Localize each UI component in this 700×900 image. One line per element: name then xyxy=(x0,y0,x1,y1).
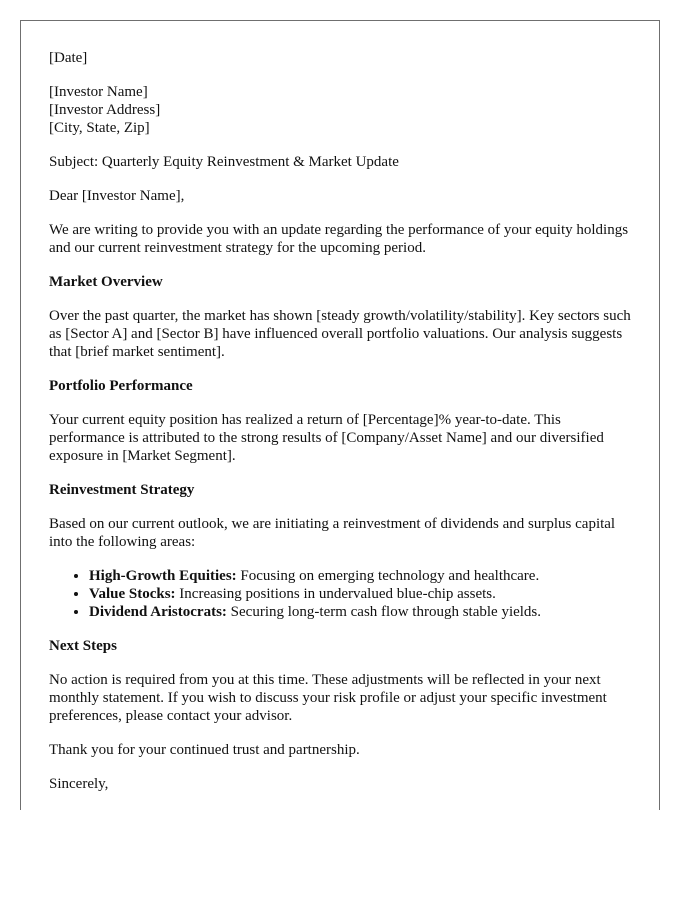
letter-date: [Date] xyxy=(49,50,88,66)
list-item-text: Increasing positions in undervalued blue-chip assets. xyxy=(175,586,496,602)
letter-subject: Subject: Quarterly Equity Reinvestment & Market Update xyxy=(49,154,399,170)
recipient-block xyxy=(49,83,635,137)
recipient-address: [Investor Address] xyxy=(49,102,161,118)
recipient-name: [Investor Name] xyxy=(49,84,148,100)
list-item-label: Value Stocks: xyxy=(89,586,176,602)
letter-intro: We are writing to provide you with an update regarding the performance of your equity holdings and our current reinvestment strategy for the upcoming period. xyxy=(49,222,629,256)
market-overview-body: Over the past quarter, the market has shown [steady growth/volatility/stability]. Key sectors such as [Sector A] and [Sector B] have influenced overall portfolio valuations. Our analysis suggests that [brief market sentiment]. xyxy=(49,308,631,360)
list-item-label: High-Growth Equities: xyxy=(89,568,237,584)
reinvestment-list xyxy=(49,567,635,621)
letter-closing: Sincerely, xyxy=(49,776,109,792)
list-item xyxy=(89,567,635,585)
reinvestment-strategy-body: Based on our current outlook, we are initiating a reinvestment of dividends and surplus capital into the following areas: xyxy=(49,516,616,550)
portfolio-performance-body: Your current equity position has realized a return of [Percentage]% year-to-date. This performance is attributed to the strong results of [Company/Asset Name] and our diversified exposure in [Market Segment]. xyxy=(49,412,604,464)
letter-salutation: Dear [Investor Name], xyxy=(49,188,185,204)
portfolio-performance-heading: Portfolio Performance xyxy=(49,378,193,394)
letter-thanks: Thank you for your continued trust and partnership. xyxy=(49,742,360,758)
next-steps-heading: Next Steps xyxy=(49,638,117,654)
list-item xyxy=(89,603,635,621)
list-item-text: Securing long-term cash flow through stable yields. xyxy=(226,604,542,620)
list-item-text: Focusing on emerging technology and healthcare. xyxy=(236,568,540,584)
reinvestment-strategy-heading: Reinvestment Strategy xyxy=(49,482,195,498)
list-item-label: Dividend Aristocrats: xyxy=(89,604,227,620)
list-item xyxy=(89,585,635,603)
next-steps-body: No action is required from you at this time. These adjustments will be reflected in your next monthly statement. If you wish to discuss your risk profile or adjust your specific investment preferences, please contact your advisor. xyxy=(49,672,607,724)
letter-content xyxy=(49,49,635,809)
letter-page xyxy=(20,20,660,810)
market-overview-heading: Market Overview xyxy=(49,274,163,290)
recipient-city-state-zip: [City, State, Zip] xyxy=(49,120,150,136)
